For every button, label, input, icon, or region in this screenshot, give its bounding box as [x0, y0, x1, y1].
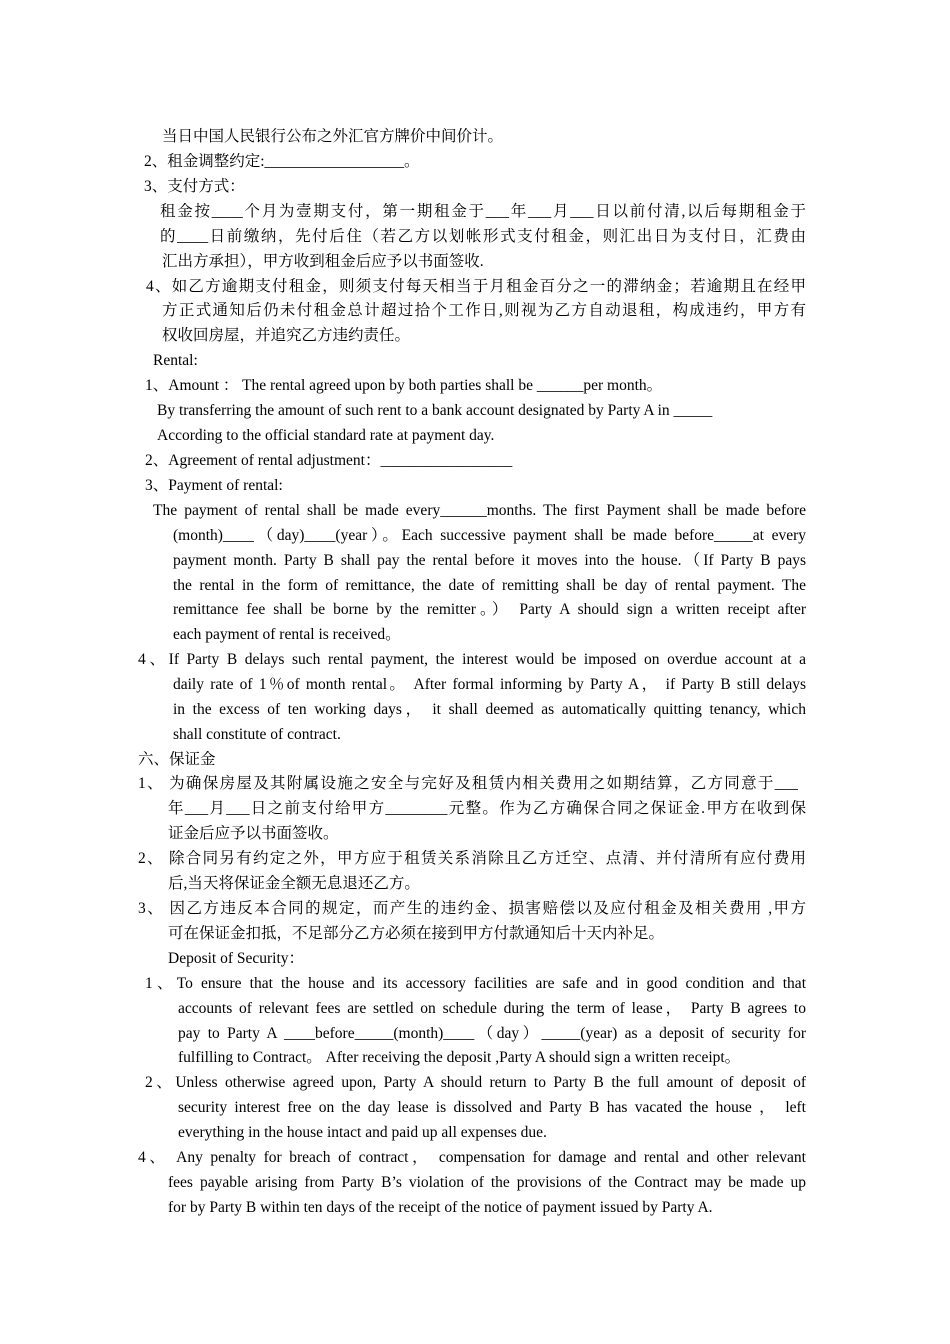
- text-line: 2、Unless otherwise agreed upon, Party A should return to Party B the full amount of deposit of: [145, 1074, 806, 1091]
- text-line: for by Party B within ten days of the receipt of the notice of payment issued by Party A.: [168, 1199, 713, 1216]
- text-line: remittance fee shall be borne by the remitter。） Party A should sign a written receipt after: [173, 601, 806, 618]
- text-line: (month)____（day)____(year）。Each successive payment shall be made before_____at every: [173, 527, 806, 544]
- text-line: The payment of rental shall be made every______months. The first Payment shall be made before: [153, 502, 806, 519]
- text-line: 4、If Party B delays such rental payment, the interest would be imposed on overdue account at a: [138, 651, 806, 668]
- text-line: 3、支付方式：: [144, 178, 245, 195]
- section-heading-rental: Rental:: [153, 352, 198, 369]
- text-line: 租金按____个月为壹期支付，第一期租金于___年___月___日以前付清,以后每期租金于: [160, 203, 806, 220]
- section-heading-deposit-of-security: Deposit of Security：: [168, 950, 305, 967]
- text-line: shall constitute of contract.: [173, 726, 341, 743]
- text-line: each payment of rental is received。: [173, 626, 401, 643]
- text-line: in the excess of ten working days， it shall deemed as automatically quitting tenancy, which: [173, 701, 806, 718]
- text-line: According to the official standard rate at payment day.: [157, 427, 495, 444]
- text-line: 证金后应予以书面签收。: [168, 825, 339, 842]
- text-line: fees payable arising from Party B’s violation of the provisions of the Contract may be made up: [168, 1174, 806, 1191]
- text-line: 的____日前缴纳，先付后住（若乙方以划帐形式支付租金，则汇出日为支付日，汇费由: [160, 228, 806, 245]
- text-line: 1、Amount ： The rental agreed upon by both parties shall be ______per month。: [145, 377, 663, 394]
- text-line: fulfilling to Contract。 After receiving the deposit ,Party A should sign a written receipt。: [178, 1049, 741, 1066]
- text-line: daily rate of 1％of month rental。 After formal informing by Party A， if Party B still delays: [173, 676, 806, 693]
- text-line: 后,当天将保证金全额无息退还乙方。: [168, 875, 420, 892]
- text-line: 年___月___日之前支付给甲方________元整。作为乙方确保合同之保证金.甲方在收到保: [168, 800, 806, 817]
- text-line: 4、如乙方逾期支付租金，则须支付每天相当于月租金百分之一的滞纳金；若逾期且在经甲: [146, 278, 806, 295]
- text-line: 2、租金调整约定:__________________。: [144, 153, 420, 170]
- text-line: 汇出方承担），甲方收到租金后应予以书面签收.: [162, 253, 484, 270]
- text-line: the rental in the form of remittance, the date of remitting shall be day of rental payment. The: [173, 577, 806, 594]
- text-line: 3、 因乙方违反本合同的规定，而产生的违约金、损害赔偿以及应付租金及相关费用 ,甲方: [138, 900, 806, 917]
- text-line: 3、Payment of rental:: [145, 477, 283, 494]
- text-line: 1、 为确保房屋及其附属设施之安全与完好及租赁内相关费用之如期结算，乙方同意于___: [138, 775, 798, 792]
- text-line: 4、 Any penalty for breach of contract， compensation for damage and rental and other relevant: [138, 1149, 806, 1166]
- text-line: 方正式通知后仍未付租金总计超过拾个工作日,则视为乙方自动退租，构成违约，甲方有: [162, 302, 806, 319]
- text-line: 1、To ensure that the house and its accessory facilities are safe and in good condition and that: [145, 975, 806, 992]
- text-line: accounts of relevant fees are settled on schedule during the term of lease， Party B agrees to: [178, 1000, 806, 1017]
- text-line: 当日中国人民银行公布之外汇官方牌价中间价计。: [162, 128, 504, 145]
- text-line: pay to Party A ____before_____(month)____（day）_____(year) as a deposit of security for: [178, 1025, 806, 1042]
- text-line: security interest free on the day lease is dissolved and Party B has vacated the house ， left: [178, 1099, 806, 1116]
- text-line: By transferring the amount of such rent to a bank account designated by Party A in _____: [157, 402, 713, 419]
- text-line: payment month. Party B shall pay the rental before it moves into the house.（If Party B pays: [173, 552, 806, 569]
- text-line: 权收回房屋，并追究乙方违约责任。: [162, 327, 411, 344]
- text-line: 2、Agreement of rental adjustment：_________________: [145, 452, 513, 469]
- text-line: 可在保证金扣抵，不足部分乙方必须在接到甲方付款通知后十天内补足。: [168, 925, 665, 942]
- section-heading-deposit: 六、保证金: [138, 751, 216, 768]
- text-line: 2、 除合同另有约定之外，甲方应于租赁关系消除且乙方迁空、点清、并付清所有应付费用: [138, 850, 806, 867]
- text-line: everything in the house intact and paid up all expenses due.: [178, 1124, 547, 1141]
